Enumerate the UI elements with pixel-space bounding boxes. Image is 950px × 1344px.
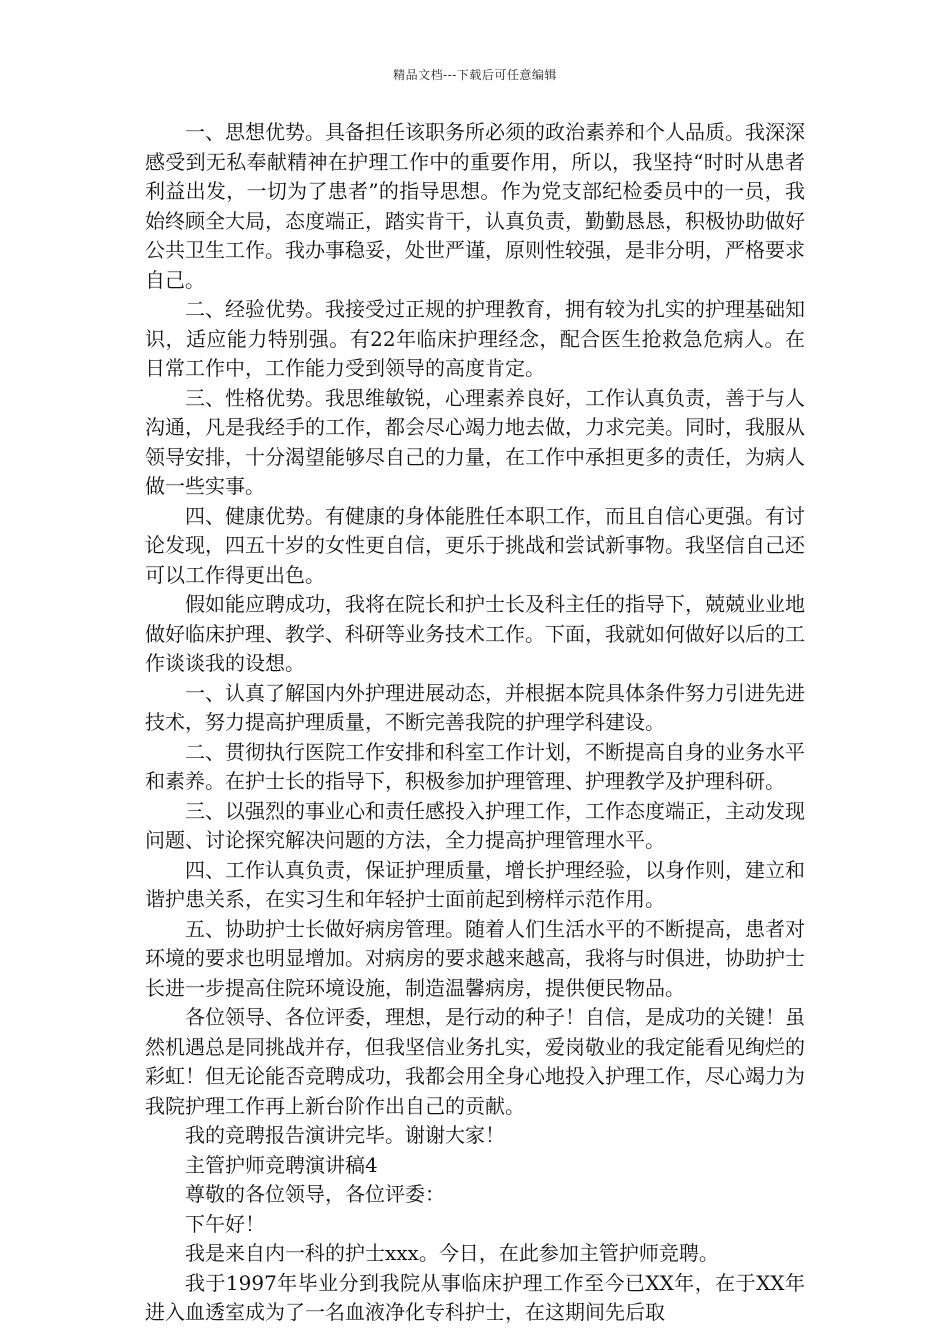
document-body bbox=[145, 118, 805, 1328]
paragraph-career-history: 我于1997年毕业分到我院从事临床护理工作至今已XX年，在于XX年进入血透室成为了一名血液净化专科护士，在这期间先后取 bbox=[145, 1270, 805, 1324]
paragraph-experience-advantage: 二、经验优势。我接受过正规的护理教育，拥有较为扎实的护理基础知识，适应能力特别强。有22年临床护理经念，配合医生抢救急危病人。在日常工作中，工作能力受到领导的高度肯定。 bbox=[145, 297, 805, 380]
line-section-title: 主管护师竞聘演讲稿4 bbox=[185, 1152, 378, 1177]
line-introduction: 我是来自内一科的护士xxx。今日，在此参加主管护师竞聘。 bbox=[185, 1241, 719, 1265]
paragraph-plan-3: 三、以强烈的事业心和责任感投入护理工作，工作态度端正，主动发现问题、讨论探究解决问题的方法，全力提高护理管理水平。 bbox=[145, 798, 805, 852]
paragraph-plan-1: 一、认真了解国内外护理进展动态，并根据本院具体条件努力引进先进技术，努力提高护理质量，不断完善我院的护理学科建设。 bbox=[145, 680, 805, 734]
paragraph-closing: 各位领导、各位评委，理想，是行动的种子！自信，是成功的关键！虽然机遇总是同挑战并存，但我坚信业务扎实，爱岗敬业的我定能看见绚烂的彩虹！但无论能否竞聘成功，我都会用全身心地投入护理工作，尽心竭力为我院护理工作再上新台阶作出自己的贡献。 bbox=[145, 1005, 805, 1118]
paragraph-plan-2: 二、贯彻执行医院工作安排和科室工作计划，不断提高自身的业务水平和素养。在护士长的指导下，积极参加护理管理、护理教学及护理科研。 bbox=[145, 739, 805, 793]
paragraph-personality-advantage: 三、性格优势。我思维敏锐，心理素养良好，工作认真负责，善于与人沟通，凡是我经手的工作，都会尽心竭力地去做，力求完美。同时，我服从领导安排，十分渴望能够尽自己的力量，在工作中承担更多的责任，为病人做一些实事。 bbox=[145, 385, 805, 498]
paragraph-if-hired: 假如能应聘成功，我将在院长和护士长及科主任的指导下，兢兢业业地做好临床护理、教学、科研等业务技术工作。下面，我就如何做好以后的工作谈谈我的设想。 bbox=[145, 592, 805, 675]
line-speech-end: 我的竞聘报告演讲完毕。谢谢大家！ bbox=[185, 1123, 505, 1147]
paragraph-thought-advantage: 一、思想优势。具备担任该职务所必须的政治素养和个人品质。我深深感受到无私奉献精神在护理工作中的重要作用，所以，我坚持“时时从患者利益出发，一切为了患者”的指导思想。作为党支部纪检委员中的一员，我始终顾全大局，态度端正，踏实肯干，认真负责，勤勤恳恳，积极协助做好公共卫生工作。我办事稳妥，处世严谨，原则性较强，是非分明，严格要求自己。 bbox=[145, 120, 805, 292]
paragraph-plan-4: 四、工作认真负责，保证护理质量，增长护理经验，以身作则，建立和谐护患关系，在实习生和年轻护士面前起到榜样示范作用。 bbox=[145, 857, 805, 911]
paragraph-plan-5: 五、协助护士长做好病房管理。随着人们生活水平的不断提高，患者对环境的要求也明显增加。对病房的要求越来越高，我将与时俱进，协助护士长进一步提高住院环境设施，制造温馨病房，提供便民物品。 bbox=[145, 916, 805, 1000]
line-greeting: 下午好！ bbox=[185, 1211, 265, 1236]
page-header: 精品文档---下载后可任意编辑 bbox=[393, 68, 557, 82]
line-salutation: 尊敬的各位领导，各位评委： bbox=[185, 1182, 445, 1206]
paragraph-health-advantage: 四、健康优势。有健康的身体能胜任本职工作，而且自信心更强。有讨论发现，四五十岁的女性更自信，更乐于挑战和尝试新事物。我坚信自己还可以工作得更出色。 bbox=[145, 503, 805, 587]
